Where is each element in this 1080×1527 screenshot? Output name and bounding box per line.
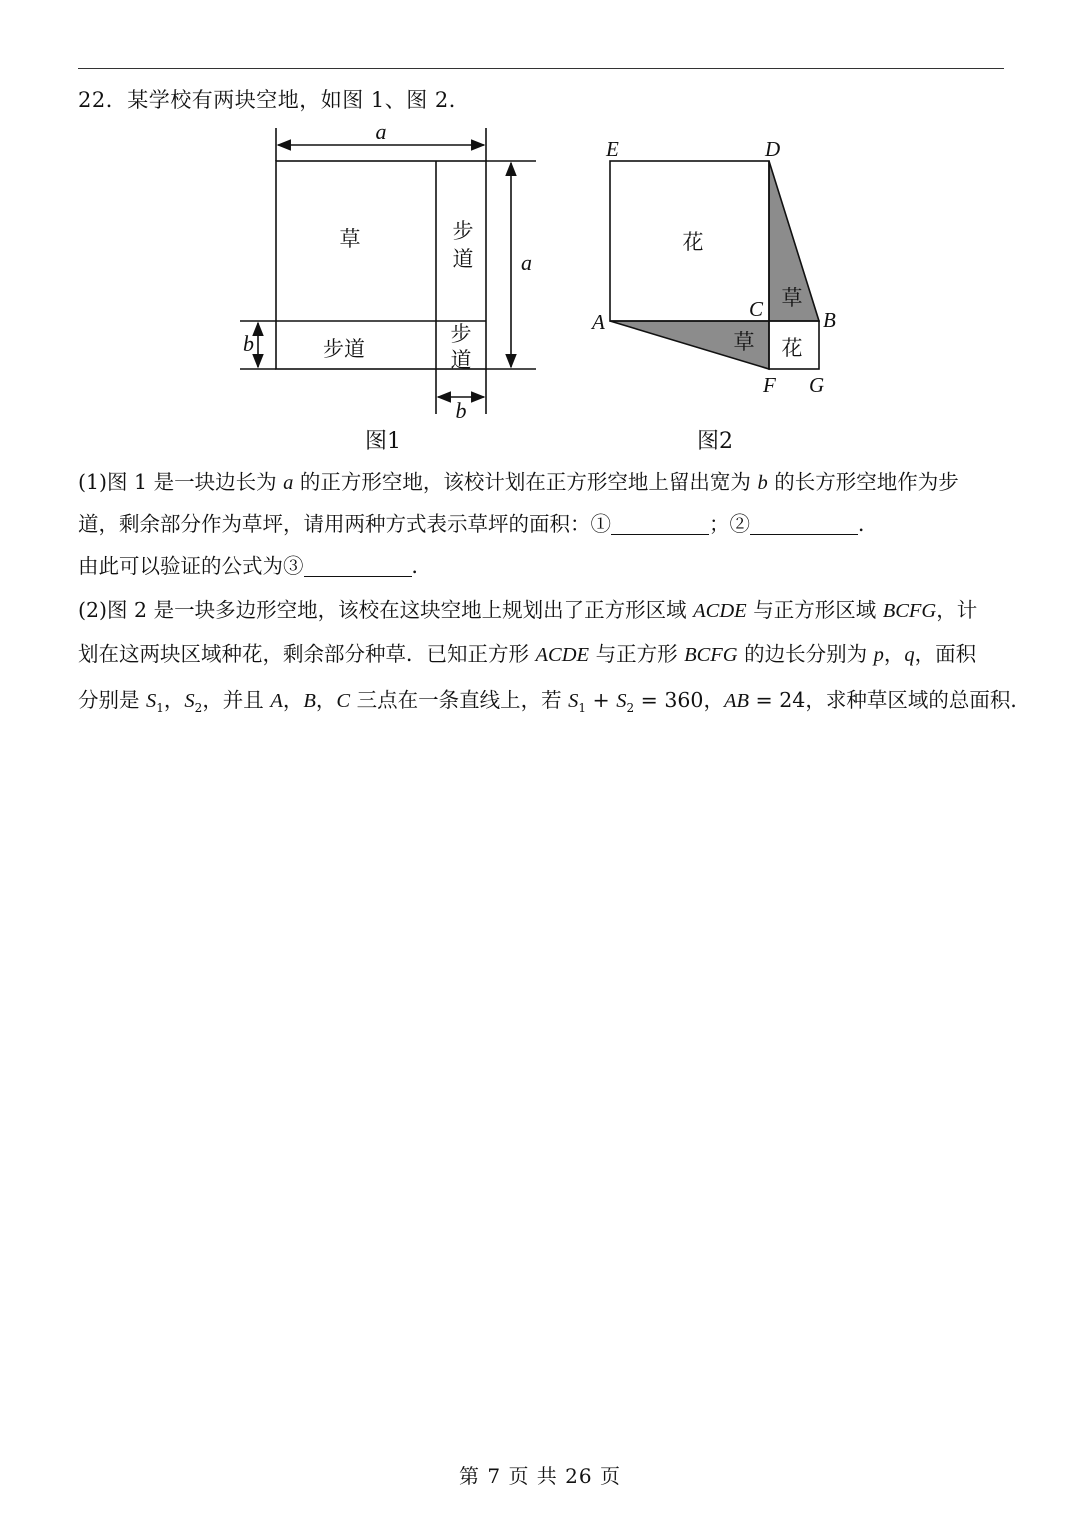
- figure-2-labels: [590, 137, 836, 454]
- fig1-region-path-right-1: 步: [452, 219, 474, 243]
- part2-line3: [78, 680, 1031, 728]
- fig2-point-f: F: [763, 373, 776, 397]
- point-c-text: C: [336, 690, 351, 712]
- point-b-text: B: [303, 690, 316, 712]
- part1-line2-prefix: 道，剩余部分作为草坪，请用两种方式表示草坪的面积：①: [78, 512, 611, 536]
- part2-line1-prefix: (2)图 2 是一块多边形空地，该校在这块空地上规划出了正方形区域: [78, 598, 694, 622]
- part1-line2: [78, 504, 1008, 544]
- figures-area: [0, 118, 1080, 458]
- figure-1-labels: [243, 119, 532, 454]
- answer-blank-3[interactable]: [304, 552, 412, 577]
- eq-s1: S: [568, 690, 579, 712]
- fig2-point-d: D: [765, 137, 781, 161]
- question-title: 22．某学校有两块空地，如图 1、图 2．: [78, 88, 471, 112]
- header-rule: [78, 68, 1004, 69]
- eq-sub-1: 1: [578, 701, 587, 716]
- eq-s2: S: [616, 690, 627, 712]
- part2-comma-3: ，: [282, 688, 304, 712]
- sub-1: 1: [156, 701, 164, 716]
- var-b: b: [757, 472, 768, 494]
- part2-comma-4: ，: [315, 688, 337, 712]
- part1-line3-end: ．: [411, 554, 432, 578]
- fig2-region-flower-small: 花: [781, 336, 803, 360]
- part2-comma-5: ，: [703, 688, 724, 712]
- eq-plus: +: [586, 688, 617, 712]
- eq-sub-2: 2: [626, 701, 635, 716]
- fig1-label-b-bottom: b: [455, 398, 467, 423]
- fig1-region-path-corner-1: 步: [450, 322, 472, 346]
- var-a: a: [283, 472, 294, 494]
- fig2-point-e: E: [606, 137, 619, 161]
- fig2-point-b: B: [823, 308, 836, 332]
- point-a-text: A: [270, 690, 283, 712]
- eq-ab: AB: [723, 690, 750, 712]
- fig1-region-path-corner-2: 道: [450, 348, 472, 372]
- part2-line2-suffix: ，面积: [914, 642, 977, 666]
- part2-line2-mid: 与正方形: [589, 642, 685, 666]
- part2-comma-2: ，: [163, 688, 185, 712]
- eq-360: = 360: [634, 688, 704, 712]
- fig2-region-flower-big: 花: [682, 230, 704, 254]
- fig2-caption: 图2: [697, 429, 733, 454]
- eq-24: = 24: [749, 688, 806, 712]
- part2-line1: [78, 590, 1008, 631]
- square-bcfg-label-2: BCFG: [684, 644, 738, 666]
- var-s1: S: [146, 690, 157, 712]
- part1-line2-sep: ；②: [709, 512, 750, 536]
- part1-line3: [78, 546, 1008, 586]
- var-p: p: [873, 644, 884, 666]
- page-footer: 第 7 页 共 26 页: [459, 1464, 621, 1488]
- answer-blank-1[interactable]: [611, 510, 709, 535]
- fig1-caption: 图1: [365, 429, 401, 454]
- fig1-label-a-top: a: [375, 119, 387, 144]
- part1-line1: [78, 462, 1008, 503]
- figures-svg: [0, 118, 1080, 458]
- part2-line2-mid2: 的边长分别为: [737, 642, 874, 666]
- part1-line1-suffix: 的长方形空地作为步: [767, 470, 959, 494]
- fig1-label-a-right: a: [521, 250, 532, 275]
- square-bcfg-label: BCFG: [882, 600, 937, 622]
- sub-2: 2: [194, 701, 203, 716]
- part2-line3-prefix: 分别是: [78, 688, 147, 712]
- var-s2: S: [184, 690, 195, 712]
- part2-line1-mid: 与正方形区域: [746, 598, 883, 622]
- answer-blank-2[interactable]: [750, 510, 858, 535]
- square-acde-label: ACDE: [693, 600, 747, 622]
- fig1-region-path-bottom: 步道: [323, 337, 365, 361]
- part2-line2: [78, 634, 1008, 675]
- fig1-region-path-right-2: 道: [452, 247, 474, 271]
- part2-line2-prefix: 划在这两块区域种花，剩余部分种草．已知正方形: [78, 642, 536, 666]
- figure-1: [240, 128, 536, 414]
- fig2-point-a: A: [592, 310, 605, 334]
- square-acde-label-2: ACDE: [535, 644, 590, 666]
- fig2-region-grass-upper: 草: [781, 286, 803, 310]
- part2-line3-mid2: 三点在一条直线上，若: [350, 688, 569, 712]
- part1-line3-prefix: 由此可以验证的公式为③: [78, 554, 304, 578]
- fig2-region-grass-lower: 草: [733, 330, 755, 354]
- part1-line2-end: ．: [858, 512, 879, 536]
- fig1-region-grass: 草: [339, 227, 361, 251]
- part2-line3-suffix: ，求种草区域的总面积．: [805, 688, 1031, 712]
- fig2-point-g: G: [809, 373, 825, 397]
- var-q: q: [904, 644, 915, 666]
- part2-line3-mid: ，并且: [202, 688, 271, 712]
- fig1-label-b-left: b: [243, 331, 254, 356]
- part1-line1-mid: 的正方形空地，该校计划在正方形空地上留出宽为: [293, 470, 758, 494]
- part1-line1-prefix: (1)图 1 是一块边长为: [78, 470, 284, 494]
- part2-line1-suffix: ，计: [936, 598, 978, 622]
- fig2-point-c: C: [749, 297, 764, 321]
- part2-comma: ，: [883, 642, 905, 666]
